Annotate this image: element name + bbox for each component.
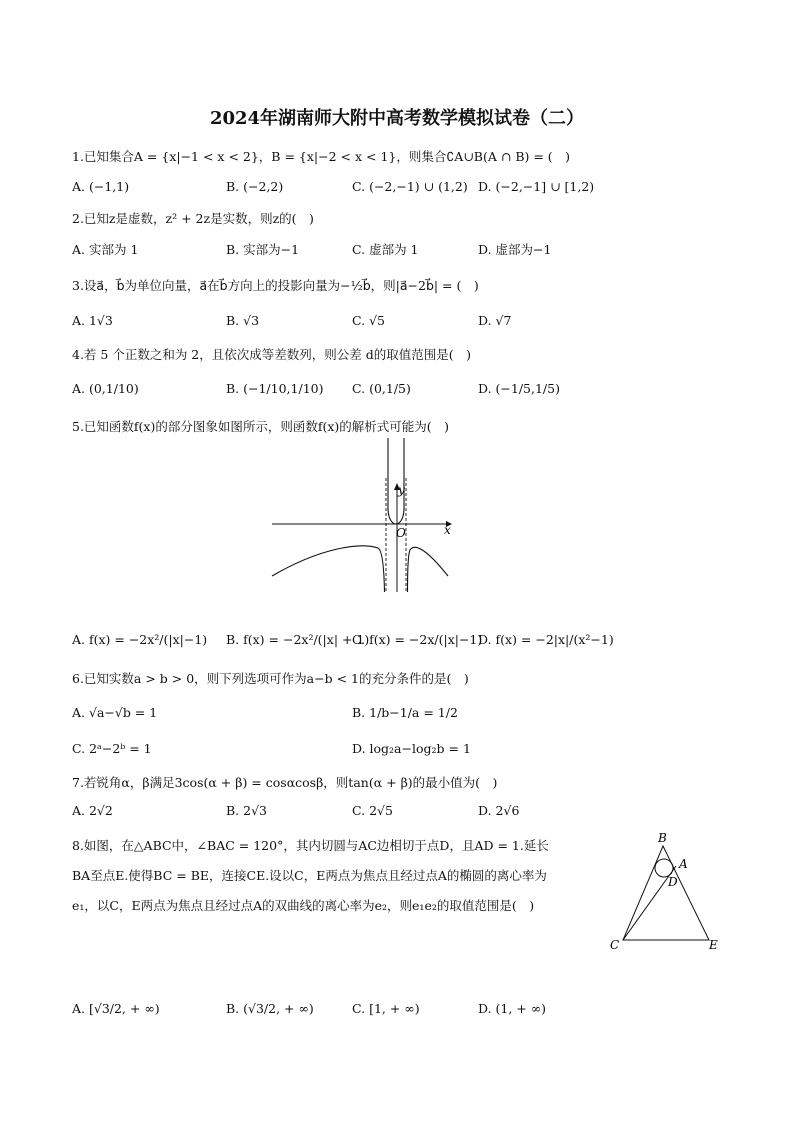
- label-a: A: [679, 857, 688, 871]
- x-axis-label: x: [444, 523, 451, 537]
- q4-option-a: A. (0,1/10): [72, 381, 139, 396]
- q5-option-b: B. f(x) = −2x²/(|x| + 1): [226, 632, 370, 647]
- question-1-stem: [72, 147, 570, 165]
- origin-label: O: [396, 526, 406, 540]
- q4-option-b: B. (−1/10,1/10): [226, 381, 324, 396]
- question-3-stem: 3.设a⃗，b⃗为单位向量，a⃗在b⃗方向上的投影向量为−½b⃗，则|a⃗−2b⃗| = ( ): [72, 278, 479, 293]
- curve-middle-branch: [388, 438, 404, 524]
- question-8-stem-line-3: e₁，以C，E两点为焦点且经过点A的双曲线的离心率为e₂，则e₁e₂的取值范围是( ): [72, 898, 535, 913]
- question-8-stem-line-2: BA至点E.使得BC = BE，连接CE.设以C，E两点为焦点且经过点A的椭圆的离心率为: [72, 868, 547, 883]
- label-d: D: [668, 875, 678, 889]
- q8-option-b: B. (√3/2, + ∞): [226, 1001, 314, 1016]
- question-8-stem-line-1: 8.如图，在△ABC中，∠BAC = 120°，其内切圆与AC边相切于点D，且AD = 1.延长: [72, 838, 549, 853]
- q3-option-b: B. √3: [226, 313, 260, 328]
- page-title: 2024年湖南师大附中高考数学模拟试卷（二）: [209, 108, 585, 129]
- y-axis-label: y: [398, 483, 405, 497]
- q1-option-c: C. (−2,−1) ∪ (1,2): [352, 179, 468, 194]
- q6-option-d: D. log₂a−log₂b = 1: [352, 741, 471, 756]
- q3-option-d: D. √7: [478, 313, 512, 328]
- q7-option-a: A. 2√2: [72, 803, 113, 818]
- q7-option-b: B. 2√3: [226, 803, 268, 818]
- q2-option-b: B. 实部为−1: [226, 242, 300, 257]
- question-6-stem: 6.已知实数a > b > 0，则下列选项可作为a−b < 1的充分条件的是( ): [72, 671, 469, 686]
- curve-right-branch: [408, 547, 449, 592]
- question-5-stem: 5.已知函数f(x)的部分图象如图所示，则函数f(x)的解析式可能为( ): [72, 419, 450, 434]
- q3-option-c: C. √5: [352, 313, 385, 328]
- q7-option-d: D. 2√6: [478, 803, 520, 818]
- question-4-stem: 4.若 5 个正数之和为 2，且依次成等差数列，则公差 d的取值范围是( ): [72, 347, 471, 362]
- q8-option-d: D. (1, + ∞): [478, 1001, 547, 1016]
- q1-option-d: D. (−2,−1] ∪ [1,2): [478, 179, 595, 194]
- q1-option-a: A. (−1,1): [72, 179, 130, 194]
- q4-option-d: D. (−1/5,1/5): [478, 381, 560, 396]
- triangle-bce: [623, 846, 709, 940]
- label-b: B: [658, 831, 667, 845]
- q7-option-c: C. 2√5: [352, 803, 393, 818]
- q2-option-a: A. 实部为 1: [72, 242, 139, 257]
- stem-text: 1.已知集合A = {x|−1 < x < 2}，B = {x|−2 < x < 1}，则集合∁A∪B(A ∩ B) = ( ): [72, 149, 571, 164]
- q5-option-d: D. f(x) = −2|x|/(x²−1): [478, 632, 614, 647]
- q6-option-c: C. 2ᵃ−2ᵇ = 1: [72, 741, 152, 756]
- q6-option-a: A. √a−√b = 1: [72, 705, 158, 720]
- question-2-stem: 2.已知z是虚数，z² + 2z是实数，则z的( ): [72, 211, 314, 226]
- q4-option-c: C. (0,1/5): [352, 381, 411, 396]
- q3-option-a: A. 1√3: [72, 313, 113, 328]
- q8-option-c: C. [1, + ∞): [352, 1001, 420, 1016]
- function-graph-figure: [260, 436, 460, 596]
- question-7-stem: 7.若锐角α，β满足3cos(α + β) = cosαcosβ，则tan(α + β)的最小值为( ): [72, 775, 498, 790]
- q5-option-c: C. f(x) = −2x/(|x|−1): [352, 632, 483, 647]
- label-e: E: [709, 938, 718, 952]
- q2-option-d: D. 虚部为−1: [478, 242, 552, 257]
- q5-option-a: A. f(x) = −2x²/(|x|−1): [72, 632, 208, 647]
- q2-option-c: C. 虚部为 1: [352, 242, 419, 257]
- q1-option-b: B. (−2,2): [226, 179, 284, 194]
- label-c: C: [610, 938, 620, 952]
- triangle-figure: [606, 828, 726, 952]
- curve-left-branch: [272, 546, 385, 592]
- q8-option-a: A. [√3/2, + ∞): [72, 1001, 160, 1016]
- q6-option-b: B. 1/b−1/a = 1/2: [352, 705, 458, 720]
